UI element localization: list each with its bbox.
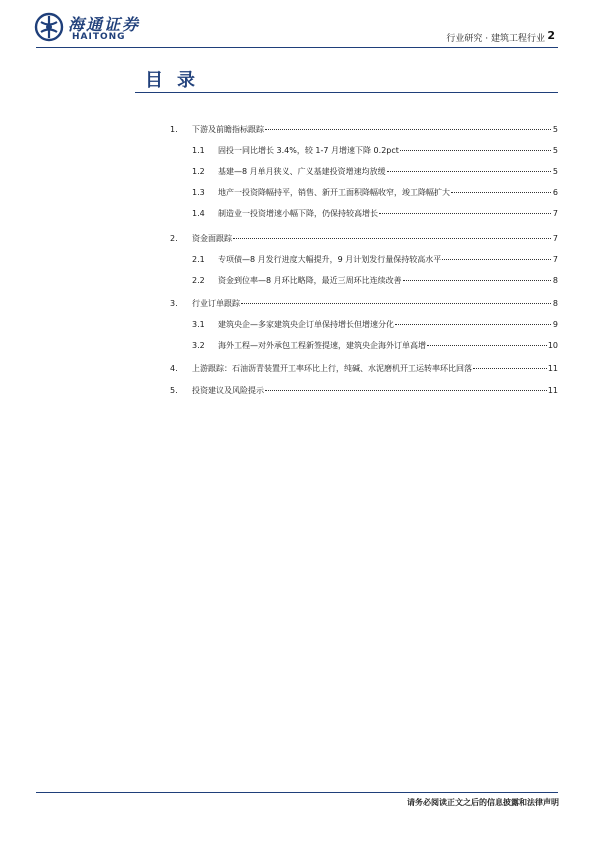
toc-entry-number: 5. bbox=[170, 386, 178, 395]
toc-entry-number: 3.2 bbox=[192, 341, 205, 350]
toc-leader-dots bbox=[395, 324, 551, 325]
footer-disclaimer: 请务必阅读正文之后的信息披露和法律声明 bbox=[407, 798, 559, 807]
toc-entry-number: 2.1 bbox=[192, 255, 205, 264]
toc-entry-page: 10 bbox=[547, 341, 558, 350]
toc-leader-dots bbox=[451, 192, 551, 193]
toc-entry[interactable] bbox=[192, 145, 558, 157]
report-category: 行业研究 · 建筑工程行业 bbox=[446, 34, 545, 44]
toc-entry-page: 11 bbox=[547, 364, 558, 373]
toc-entry-label: 投资建议及风险提示 bbox=[192, 386, 264, 395]
toc-entry-label: 专项债—8 月发行进度大幅提升，9 月计划发行量保持较高水平 bbox=[218, 255, 442, 264]
toc-entry[interactable] bbox=[170, 233, 558, 245]
toc-entry-number: 4. bbox=[170, 364, 178, 373]
toc-leader-dots bbox=[233, 238, 551, 239]
toc-leader-dots bbox=[379, 213, 551, 214]
toc-entry-number: 3. bbox=[170, 299, 178, 308]
toc-entry[interactable] bbox=[192, 208, 558, 220]
toc-leader-dots bbox=[403, 280, 551, 281]
toc-leader-dots bbox=[427, 345, 547, 346]
toc-entry-number: 1.1 bbox=[192, 146, 205, 155]
toc-entry[interactable] bbox=[192, 319, 558, 331]
toc-entry-number: 3.1 bbox=[192, 320, 205, 329]
toc-entry-label: 固投一同比增长 3.4%，较 1-7 月增速下降 0.2pct bbox=[218, 146, 399, 155]
logo-english-text: HAITONG bbox=[72, 32, 126, 42]
toc-leader-dots bbox=[473, 368, 547, 369]
toc-entry-number: 1.2 bbox=[192, 167, 205, 176]
toc-entry-page: 7 bbox=[552, 209, 558, 218]
toc-leader-dots bbox=[442, 259, 551, 260]
toc-entry[interactable] bbox=[192, 254, 558, 266]
toc-entry[interactable] bbox=[192, 275, 558, 287]
toc-entry[interactable] bbox=[170, 363, 558, 375]
toc-entry-number: 2.2 bbox=[192, 276, 205, 285]
toc-entry-page: 5 bbox=[552, 167, 558, 176]
toc-entry-number: 1.4 bbox=[192, 209, 205, 218]
logo-chinese-text: 海通证券 bbox=[68, 15, 141, 34]
toc-entry-number: 1.3 bbox=[192, 188, 205, 197]
toc-entry-label: 行业订单跟踪 bbox=[192, 299, 240, 308]
toc-entry[interactable] bbox=[192, 166, 558, 178]
toc-entry-page: 11 bbox=[547, 386, 558, 395]
toc-entry-page: 6 bbox=[552, 188, 558, 197]
toc-entry[interactable] bbox=[170, 385, 558, 397]
toc-entry-page: 8 bbox=[552, 276, 558, 285]
toc-entry-page: 5 bbox=[552, 125, 558, 134]
toc-entry-label: 下游及前瞻指标跟踪 bbox=[192, 125, 264, 134]
toc-entry[interactable] bbox=[170, 124, 558, 136]
toc-entry-number: 2. bbox=[170, 234, 178, 243]
toc-entry[interactable] bbox=[192, 340, 558, 352]
toc-entry-label: 地产一投资降幅持平，销售、新开工面积降幅收窄，竣工降幅扩大 bbox=[218, 188, 450, 197]
toc-entry[interactable] bbox=[170, 298, 558, 310]
toc-entry-label: 资金面跟踪 bbox=[192, 234, 232, 243]
toc-leader-dots bbox=[265, 129, 551, 130]
toc-entry[interactable] bbox=[192, 187, 558, 199]
toc-entry-number: 1. bbox=[170, 125, 178, 134]
toc-leader-dots bbox=[400, 150, 551, 151]
toc-entry-label: 上游跟踪：石油沥青装置开工率环比上行，纯碱、水泥磨机开工运转率环比回落 bbox=[192, 364, 472, 373]
toc-title: 目录 bbox=[145, 70, 209, 91]
toc-entry-page: 7 bbox=[552, 255, 558, 264]
toc-entry-label: 资金到位率—8 月环比略降，最近三周环比连续改善 bbox=[218, 276, 402, 285]
toc-entry-page: 8 bbox=[552, 299, 558, 308]
toc-entry-page: 5 bbox=[552, 146, 558, 155]
toc-entry-page: 9 bbox=[552, 320, 558, 329]
toc-entry-label: 基建—8 月单月狭义、广义基建投资增速均放缓 bbox=[218, 167, 386, 176]
toc-entry-label: 海外工程—对外承包工程新签提速，建筑央企海外订单高增 bbox=[218, 341, 426, 350]
page-number: 2 bbox=[547, 29, 555, 42]
toc-entry-label: 制造业一投资增速小幅下降，仍保持较高增长 bbox=[218, 209, 378, 218]
footer-divider bbox=[36, 792, 558, 793]
toc-leader-dots bbox=[241, 303, 551, 304]
toc-entry-page: 7 bbox=[552, 234, 558, 243]
toc-leader-dots bbox=[265, 390, 547, 391]
toc-leader-dots bbox=[387, 171, 551, 172]
toc-entry-label: 建筑央企—多家建筑央企订单保持增长但增速分化 bbox=[218, 320, 394, 329]
